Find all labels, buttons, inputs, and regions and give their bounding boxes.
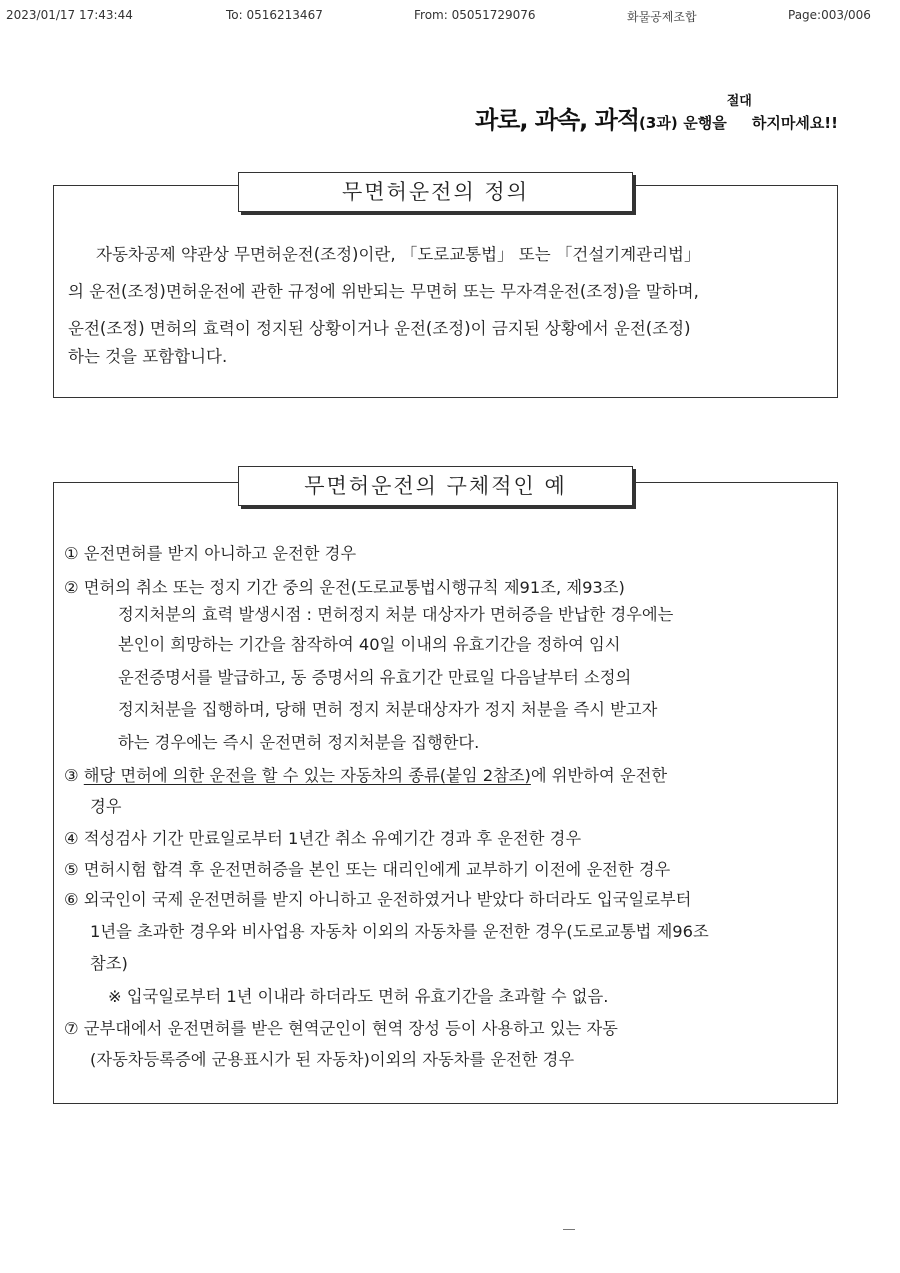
slogan-part3: 운행을 — [683, 114, 727, 132]
page-mark — [563, 1229, 575, 1230]
fax-page: Page:003/006 — [788, 8, 871, 22]
definition-line-3: 운전(조정) 면허의 효력이 정지된 상황이거나 운전(조정)이 금지된 상황에서 운전(조정) — [68, 319, 691, 338]
example-item-3-number: ③ — [64, 766, 84, 785]
example-item-2: ② 면허의 취소 또는 정지 기간 중의 운전(도로교통법시행규칙 제91조, 제93조) — [64, 578, 625, 597]
fax-from: From: 05051729076 — [414, 8, 536, 22]
slogan-part2: (3과) — [639, 114, 678, 132]
slogan-part1: 과로, 과속, 과적 — [474, 106, 640, 134]
fax-datetime: 2023/01/17 17:43:44 — [6, 8, 133, 22]
example-item-3 — [64, 762, 667, 786]
slogan-part4: 하지마세요!! — [751, 114, 838, 132]
example-item-2-detail-1: 정지처분의 효력 발생시점 : 면허정지 처분 대상자가 면허증을 반납한 경우에는 — [118, 605, 674, 624]
example-item-2-detail-3: 운전증명서를 발급하고, 동 증명서의 유효기간 만료일 다음날부터 소정의 — [118, 668, 632, 687]
definition-line-4: 하는 것을 포함합니다. — [68, 347, 228, 366]
example-item-4: ④ 적성검사 기간 만료일로부터 1년간 취소 유예기간 경과 후 운전한 경우 — [64, 829, 582, 848]
definition-line-2: 의 운전(조정)면허운전에 관한 규정에 위반되는 무면허 또는 무자격운전(조정)을 말하며, — [68, 282, 699, 301]
example-item-6: ⑥ 외국인이 국제 운전면허를 받지 아니하고 운전하였거나 받았다 하더라도 입국일로부터 — [64, 890, 692, 909]
slogan-small: 절대 — [726, 94, 752, 109]
example-item-2-detail-5: 하는 경우에는 즉시 운전면허 정지처분을 집행한다. — [118, 733, 480, 752]
example-item-6-cont-2: 참조) — [90, 954, 128, 973]
example-item-7: ⑦ 군부대에서 운전면허를 받은 현역군인이 현역 장성 등이 사용하고 있는 자동 — [64, 1019, 618, 1038]
fax-to: To: 0516213467 — [226, 8, 323, 22]
example-note: ※ 입국일로부터 1년 이내라 하더라도 면허 유효기간을 초과할 수 없음. — [108, 987, 609, 1006]
example-item-1: ① 운전면허를 받지 아니하고 운전한 경우 — [64, 544, 357, 563]
examples-title: 무면허운전의 구체적인 예 — [238, 466, 633, 506]
example-item-3-underlined: 해당 면허에 의한 운전을 할 수 있는 자동차의 종류(붙임 2참조) — [83, 766, 531, 785]
example-item-2-detail-4: 정지처분을 집행하며, 당해 면허 정지 처분대상자가 정지 처분을 즉시 받고자 — [118, 700, 658, 719]
fax-sender: 화물공제조합 — [627, 10, 697, 24]
example-item-5: ⑤ 면허시험 합격 후 운전면허증을 본인 또는 대리인에게 교부하기 이전에 운전한 경우 — [64, 860, 671, 879]
example-item-3-cont: 경우 — [90, 797, 122, 816]
definition-title: 무면허운전의 정의 — [238, 172, 633, 212]
example-item-7-cont: (자동차등록증에 군용표시가 된 자동차)이외의 자동차를 운전한 경우 — [90, 1050, 575, 1069]
safety-slogan — [474, 94, 838, 135]
example-item-2-detail-2: 본인이 희망하는 기간을 참작하여 40일 이내의 유효기간을 정하여 임시 — [118, 635, 621, 654]
example-item-6-cont-1: 1년을 초과한 경우와 비사업용 자동차 이외의 자동차를 운전한 경우(도로교통법 제96조 — [90, 922, 709, 941]
definition-line-1: 자동차공제 약관상 무면허운전(조정)이란, 「도로교통법」 또는 「건설기계관리법」 — [96, 245, 701, 264]
example-item-3-rest: 에 위반하여 운전한 — [530, 766, 668, 785]
